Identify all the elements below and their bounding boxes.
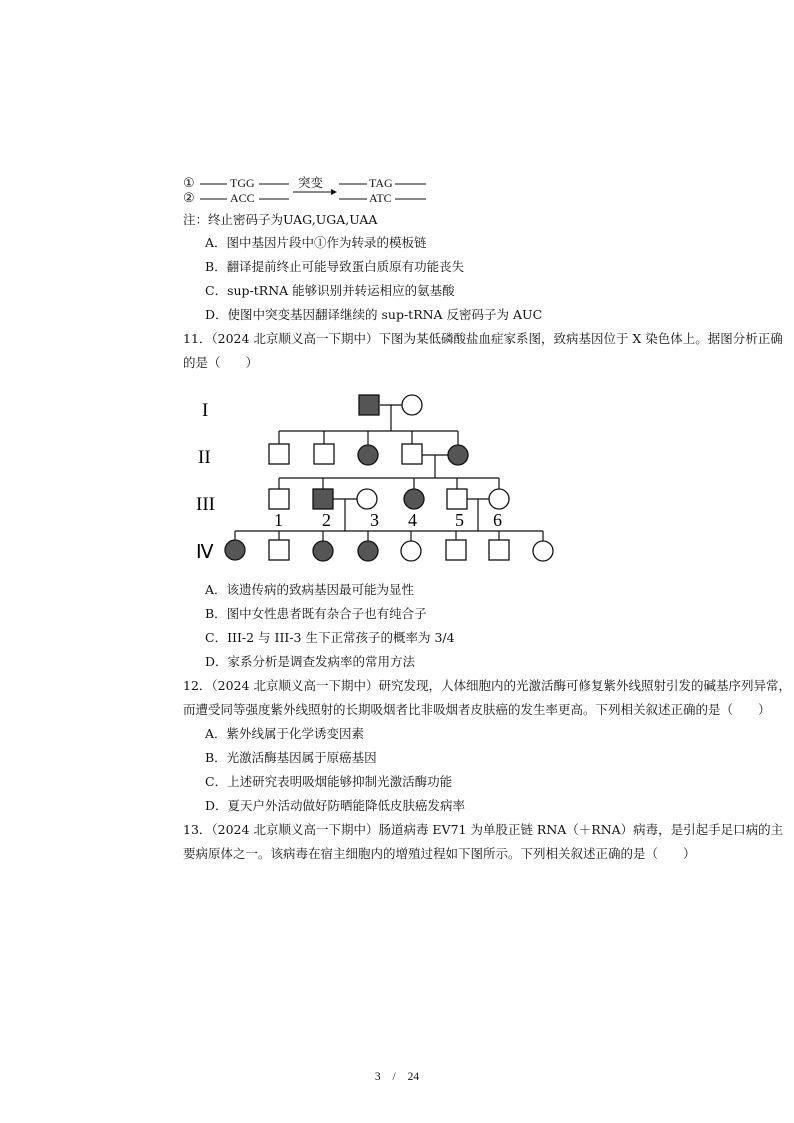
pedigree-II-4-normal-male: [402, 444, 422, 464]
q10-option-a: A．图中基因片段中①作为转录的模板链: [205, 235, 427, 250]
stop-codon-note: 注：终止密码子为UAG,UGA,UAA: [183, 212, 378, 227]
q11-option-c: C．III-2 与 III-3 生下正常孩子的概率为 3/4: [205, 630, 455, 645]
q12-option-b: B．光激活酶基因属于原癌基因: [205, 750, 377, 765]
q11-option-d: D．家系分析是调查发病率的常用方法: [205, 654, 416, 669]
pedigree-chart: [190, 388, 570, 568]
page-separator: /: [392, 1071, 396, 1083]
total-pages: 24: [407, 1071, 420, 1083]
q12-stem-line2: 而遭受同等强度紫外线照射的长期吸烟者比非吸烟者皮肤癌的发生率更高。下列相关叙述正确的是（ ）: [183, 702, 771, 717]
generation-label-4: Ⅳ: [196, 542, 214, 563]
pedigree-III-6-normal-female: [489, 489, 509, 509]
pedigree-I-2-normal-female: [402, 395, 422, 415]
pedigree-IV-3-affected-female: [313, 541, 333, 561]
pedigree-III-3-normal-female: [357, 489, 377, 509]
individual-number-2: 2: [322, 510, 331, 530]
strand2-marker: ②: [183, 190, 195, 205]
q11-option-a: A．该遗传病的致病基因最可能为显性: [205, 582, 415, 597]
pedigree-IV-7-normal-male: [489, 540, 509, 560]
pedigree-III-2-affected-male: [313, 489, 333, 509]
q11-option-b: B．图中女性患者既有杂合子也有纯合子: [205, 606, 427, 621]
q10-option-c: C．sup-tRNA 能够识别并转运相应的氨基酸: [205, 283, 455, 298]
q11-stem-line1: 11．（2024 北京顺义高一下期中）下图为某低磷酸盐血症家系图，致病基因位于 X 染色体上。据图分析正确: [183, 331, 783, 346]
pedigree-III-5-normal-male: [447, 489, 467, 509]
q13-stem-line2: 要病原体之一。该病毒在宿主细胞内的增殖过程如下图所示。下列相关叙述正确的是（ ）: [183, 846, 696, 861]
individual-number-4: 4: [408, 510, 417, 530]
pedigree-I-1-affected-male: [359, 395, 379, 415]
pedigree-IV-6-normal-male: [446, 540, 466, 560]
q13-stem-line1: 13．（2024 北京顺义高一下期中）肠道病毒 EV71 为单股正链 RNA（＋RNA）病毒，是引起手足口病的主: [183, 822, 784, 837]
individual-number-3: 3: [370, 510, 379, 530]
q10-option-b: B．翻译提前终止可能导致蛋白质原有功能丧失: [205, 259, 465, 274]
q10-option-d: D．使图中突变基因翻译继续的 sup-tRNA 反密码子为 AUC: [205, 307, 543, 322]
individual-number-6: 6: [493, 510, 502, 530]
pedigree-II-2-normal-male: [314, 444, 334, 464]
strand1-marker: ①: [183, 175, 195, 190]
pedigree-III-1-normal-male: [269, 489, 289, 509]
generation-label-3: III: [196, 494, 215, 515]
strand1-after-codon: TAG: [369, 176, 393, 190]
q12-option-c: C．上述研究表明吸烟能够抑制光激活酶功能: [205, 774, 453, 789]
mutation-arrow-label: 突变: [298, 175, 324, 190]
q12-stem-line1: 12．（2024 北京顺义高一下期中）研究发现，人体细胞内的光激活酶可修复紫外线照射引发的碱基序列异常，: [183, 678, 791, 693]
generation-label-1: I: [202, 400, 209, 421]
pedigree-IV-2-normal-male: [269, 540, 289, 560]
current-page: 3: [374, 1071, 381, 1083]
pedigree-IV-5-normal-female: [401, 541, 421, 561]
pedigree-IV-1-affected-female: [225, 540, 245, 560]
strand2-after-codon: ATC: [369, 191, 392, 205]
pedigree-IV-8-normal-female: [533, 541, 553, 561]
strand2-before-codon: ACC: [230, 191, 255, 205]
pedigree-II-3-affected-female: [358, 445, 378, 465]
individual-number-1: 1: [274, 510, 283, 530]
pedigree-II-5-affected-female: [448, 445, 468, 465]
pedigree-II-1-normal-male: [269, 444, 289, 464]
pedigree-IV-4-affected-female: [358, 541, 378, 561]
q12-option-d: D．夏天户外活动做好防晒能降低皮肤癌发病率: [205, 798, 466, 813]
strand1-before-codon: TGG: [230, 176, 255, 190]
q11-stem-line2: 的是（ ）: [183, 355, 259, 370]
page-number: [0, 1071, 794, 1083]
individual-number-5: 5: [455, 510, 464, 530]
generation-label-2: II: [198, 447, 211, 468]
q12-option-a: A．紫外线属于化学诱变因素: [205, 726, 365, 741]
pedigree-III-4-affected-female: [404, 489, 424, 509]
